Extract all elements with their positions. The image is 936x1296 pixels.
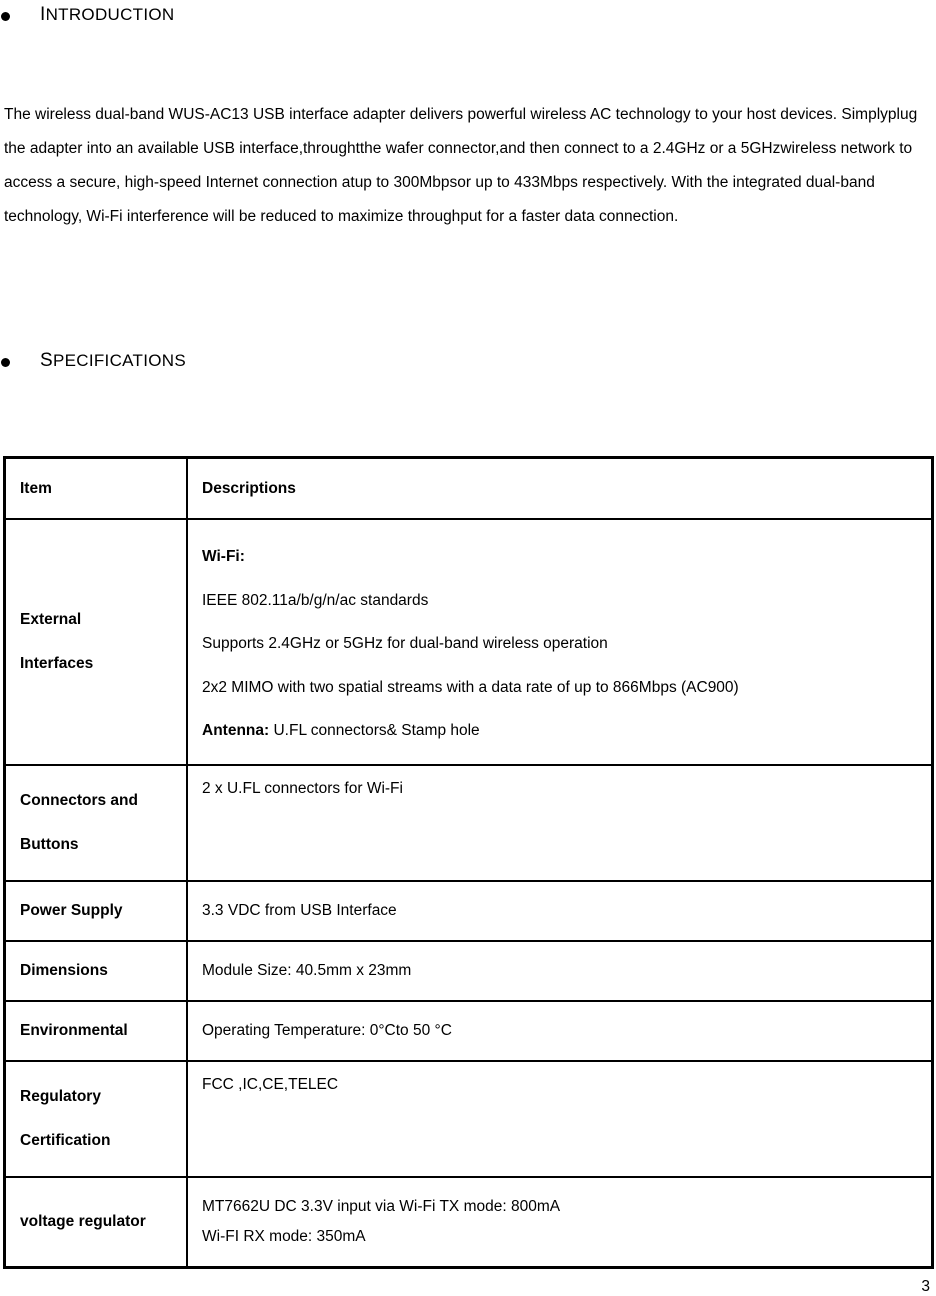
table-row-voltage-regulator — [5, 1177, 933, 1268]
dimensions-label: Dimensions — [5, 941, 188, 1001]
voltage-regulator-label: voltage regulator — [5, 1177, 188, 1268]
connectors-description: 2 x U.FL connectors for Wi-Fi — [187, 765, 933, 881]
bullet-icon — [1, 12, 10, 21]
table-row-connectors — [5, 765, 933, 881]
table-row-external-interfaces — [5, 519, 933, 765]
specifications-table — [3, 456, 934, 1269]
connectors-label: Connectors and Buttons — [5, 765, 188, 881]
environmental-description: Operating Temperature: 0°Cto 50 °C — [187, 1001, 933, 1061]
wifi-mimo: 2x2 MIMO with two spatial streams with a data rate of up to 866Mbps (AC900) — [202, 678, 739, 696]
specifications-heading-text: SPECIFICATIONS — [40, 350, 186, 371]
table-row-regulatory — [5, 1061, 933, 1177]
power-supply-description: 3.3 VDC from USB Interface — [187, 881, 933, 941]
table-row-environmental — [5, 1001, 933, 1061]
wifi-standards: IEEE 802.11a/b/g/n/ac standards — [202, 591, 429, 609]
header-item: Item — [5, 458, 188, 520]
external-interfaces-description — [187, 519, 933, 765]
wifi-dual-band: Supports 2.4GHz or 5GHz for dual-band wireless operation — [202, 635, 608, 653]
voltage-regulator-description: MT7662U DC 3.3V input via Wi-Fi TX mode: 800mA Wi-FI RX mode: 350mA — [187, 1177, 933, 1268]
introduction-heading-text: INTRODUCTION — [40, 4, 175, 25]
regulatory-label: Regulatory Certification — [5, 1061, 188, 1177]
dimensions-description: Module Size: 40.5mm x 23mm — [187, 941, 933, 1001]
table-row-dimensions — [5, 941, 933, 1001]
wifi-title: Wi-Fi: — [202, 548, 245, 566]
antenna-label: Antenna: — [202, 722, 270, 740]
introduction-paragraph: The wireless dual-band WUS-AC13 USB interface adapter delivers powerful wireless AC technology to your host devices. Simplyplug the adapter into an available USB interface,throughtthe wafer connector,and then connect to a 2.4GHz or a 5GHzwireless network to access a secure, high-speed Internet connection atup to 300Mbpsor up to 433Mbps respectively. With the integrated dual-band technology, Wi-Fi interference will be reduced to maximize throughput for a faster data connection. — [4, 106, 918, 225]
header-descriptions: Descriptions — [187, 458, 933, 520]
bullet-icon — [1, 358, 10, 367]
table-row-power-supply — [5, 881, 933, 941]
power-supply-label: Power Supply — [5, 881, 188, 941]
antenna-value: U.FL connectors& Stamp hole — [269, 722, 480, 740]
table-header-row — [5, 458, 933, 520]
regulatory-description: FCC ,IC,CE,TELEC — [187, 1061, 933, 1177]
page-number: 3 — [921, 1278, 930, 1295]
environmental-label: Environmental — [5, 1001, 188, 1061]
external-interfaces-label: External Interfaces — [5, 519, 188, 765]
